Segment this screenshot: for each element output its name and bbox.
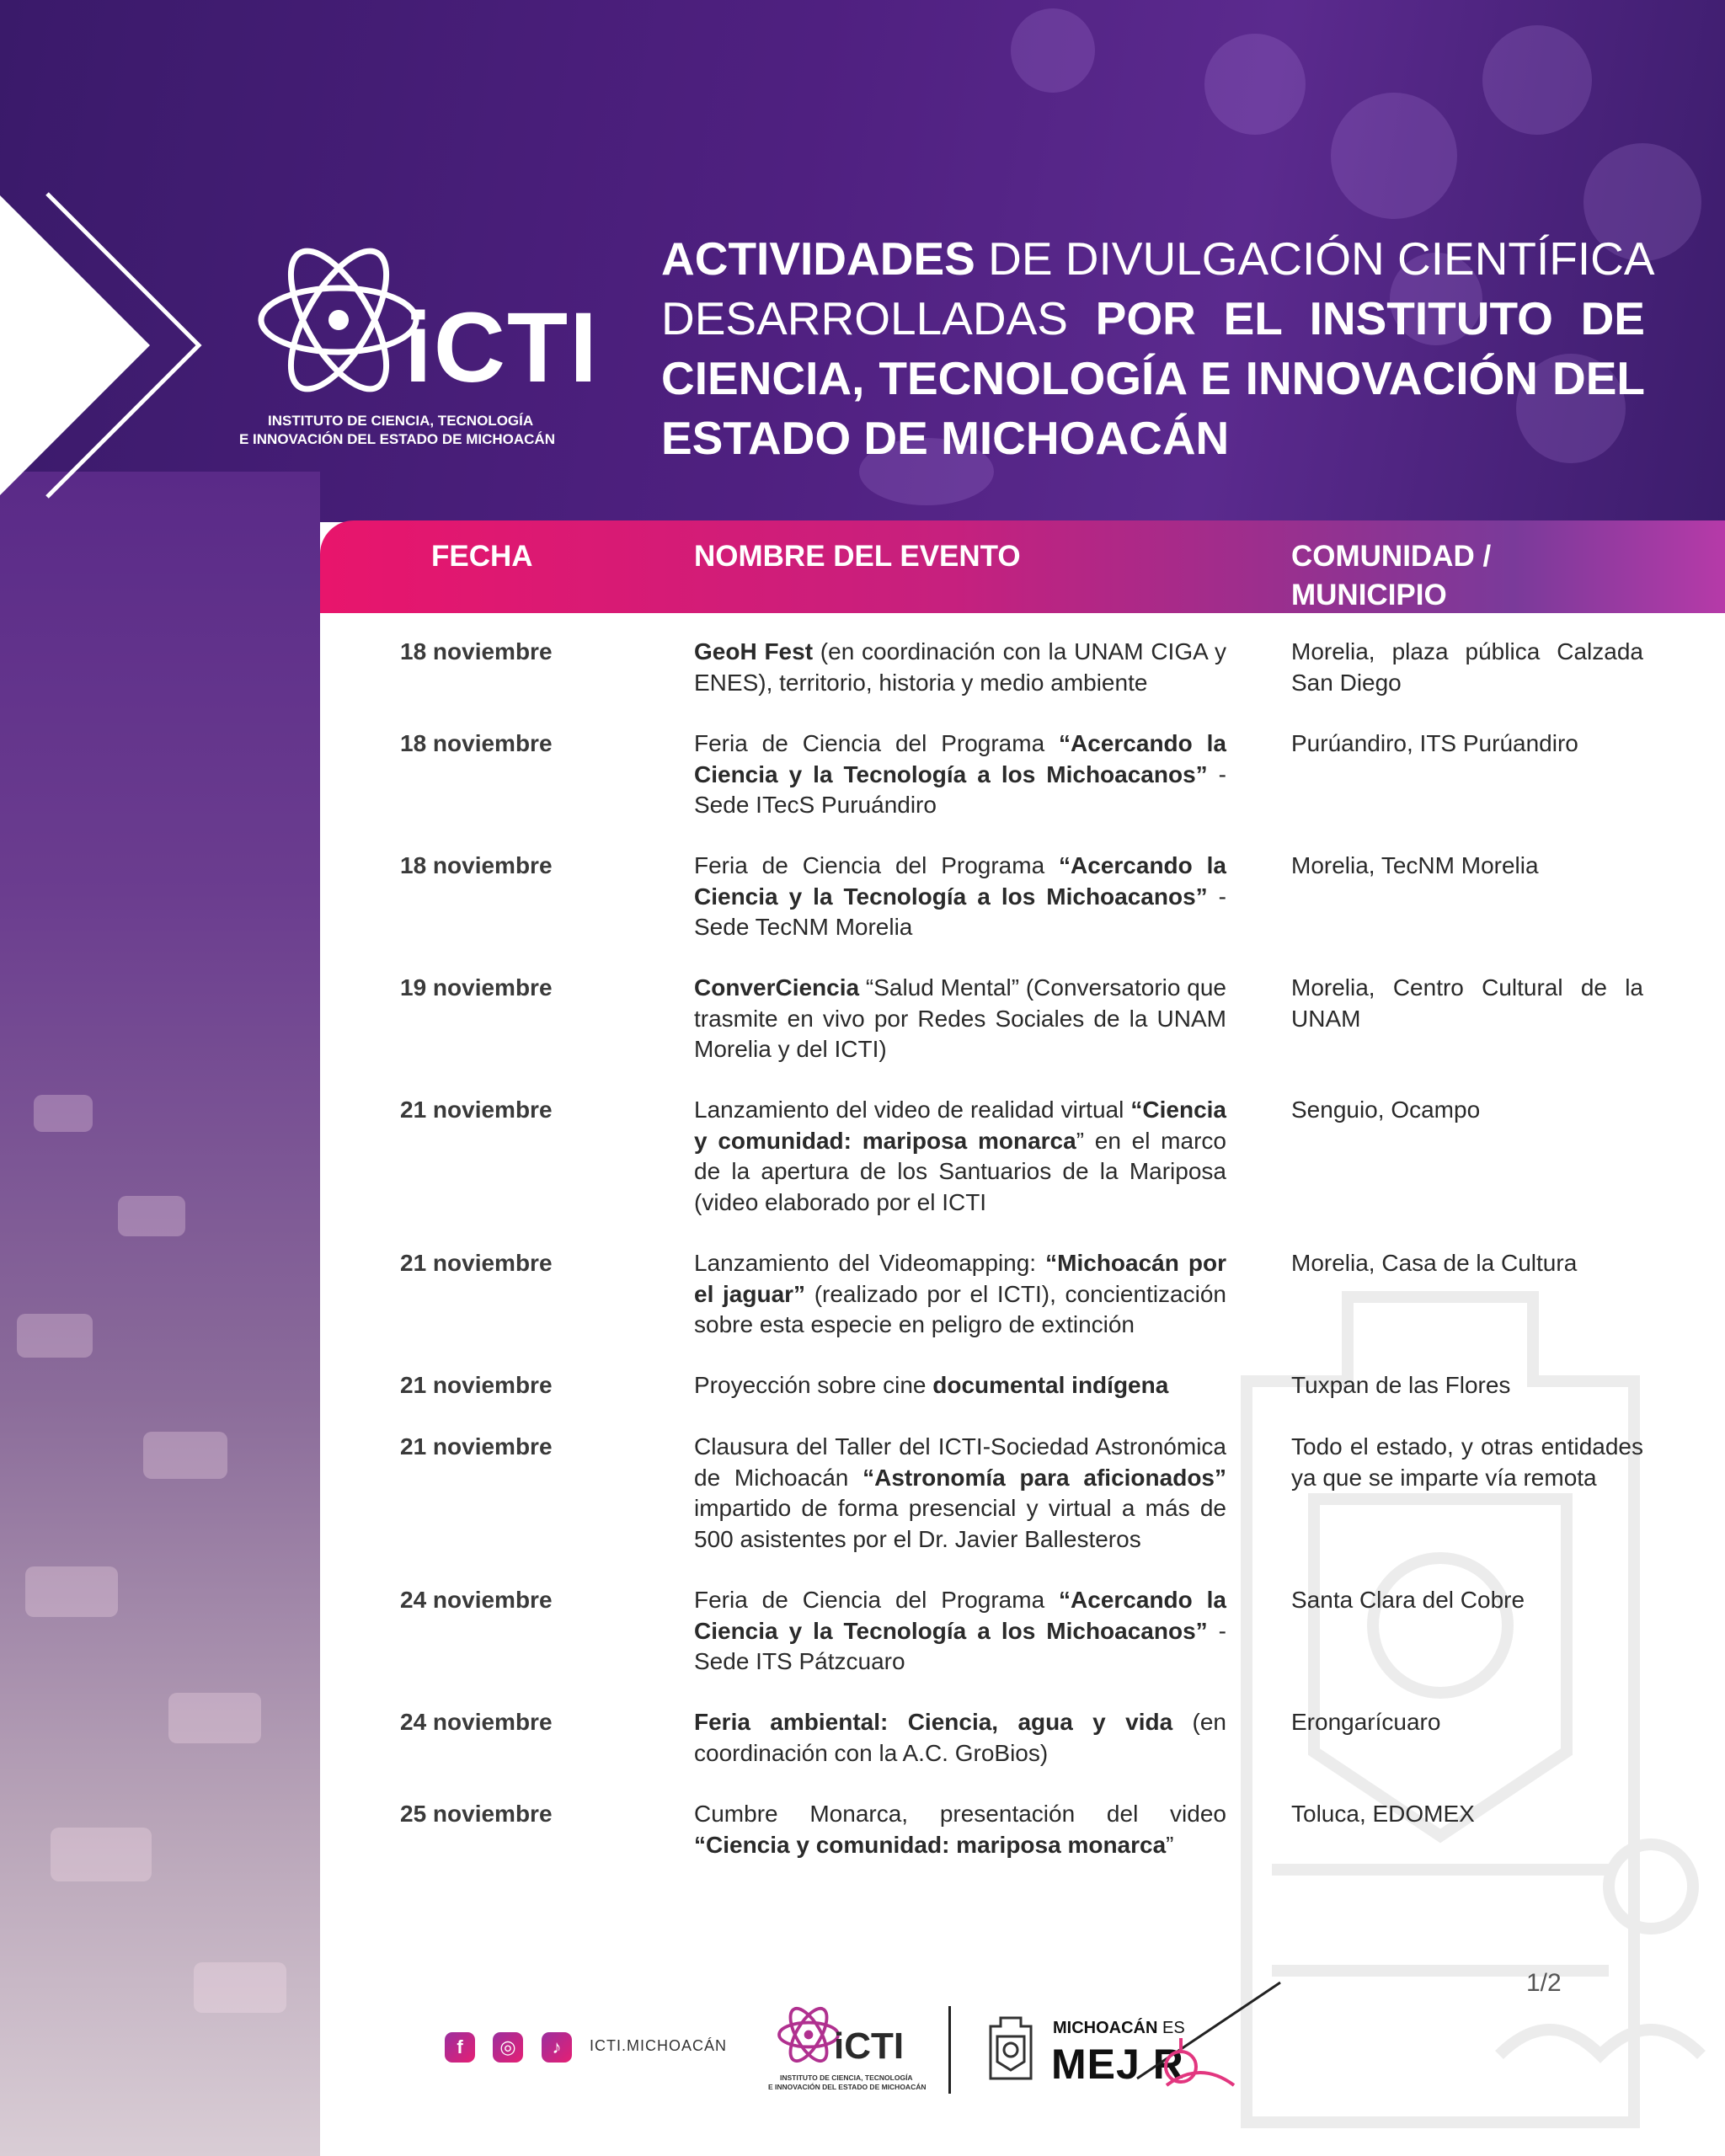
footer-logo-subtitle: INSTITUTO DE CIENCIA, TECNOLOGÍA (780, 2073, 913, 2082)
title-line: DESARROLLADAS POR EL INSTITUTO DE (661, 292, 1645, 344)
event-date: 24 noviembre (400, 1587, 553, 1613)
brand-decoration (1120, 1979, 1289, 2097)
background-bubble (1331, 93, 1457, 219)
background-cylinder (118, 1196, 185, 1236)
title-line: ESTADO DE MICHOACÁN (661, 412, 1230, 464)
background-cylinder (143, 1432, 227, 1479)
event-location: Morelia, plaza pública Calzada San Diego (1291, 638, 1643, 696)
title-line: ACTIVIDADES DE DIVULGACIÓN CIENTÍFICA (661, 232, 1655, 285)
instagram-icon[interactable]: ◎ (493, 2032, 523, 2063)
event-date: 21 noviembre (400, 1372, 553, 1398)
page-number: 1/2 (1526, 1969, 1562, 1997)
logo-subtitle: E INNOVACIÓN DEL ESTADO DE MICHOACÁN (239, 431, 555, 447)
background-bubble (1482, 25, 1592, 135)
footer-logo-wordmark: iCTI (834, 2025, 905, 2067)
event-location: Tuxpan de las Flores (1291, 1372, 1511, 1398)
atom-icon (254, 236, 423, 404)
event-location: Morelia, Centro Cultural de la UNAM (1291, 974, 1643, 1032)
brand-mejor: MEJ R (1051, 2041, 1184, 2088)
event-date: 21 noviembre (400, 1250, 553, 1276)
event-name: Feria ambiental: Ciencia, agua y vida (en coordinación con la A.C. GroBios) (694, 1709, 1226, 1766)
background-bubble (1204, 34, 1306, 135)
background-cylinder (168, 1693, 261, 1743)
decorative-arrow (0, 185, 211, 505)
event-name: Feria de Ciencia del Programa “Acercando la Ciencia y la Tecnología a los Michoacanos” - Sede ITecS Puruándiro (694, 730, 1226, 818)
page-title (661, 229, 1655, 468)
event-name: Proyección sobre cine documental indígena (694, 1372, 1169, 1398)
event-name: Feria de Ciencia del Programa “Acercando la Ciencia y la Tecnología a los Michoacanos” - Sede TecNM Morelia (694, 852, 1226, 940)
event-location: Purúandiro, ITS Purúandiro (1291, 730, 1578, 756)
event-date: 19 noviembre (400, 974, 553, 1001)
tiktok-icon[interactable]: ♪ (542, 2032, 572, 2063)
michoacan-shield-icon (985, 2015, 1036, 2082)
event-location: Santa Clara del Cobre (1291, 1587, 1525, 1613)
brand-michoacan: MICHOACÁN ES (1053, 2019, 1185, 2037)
event-location: Erongarícuaro (1291, 1709, 1441, 1735)
background-bubble (1011, 8, 1095, 93)
event-location: Morelia, TecNM Morelia (1291, 852, 1539, 878)
event-name: Cumbre Monarca, presentación del video “Ciencia y comunidad: mariposa monarca” (694, 1801, 1226, 1858)
background-cylinder (194, 1962, 286, 2013)
icti-logo (236, 236, 599, 455)
atom-icon (777, 2003, 841, 2067)
logo-subtitle: INSTITUTO DE CIENCIA, TECNOLOGÍA (268, 413, 534, 429)
event-date: 18 noviembre (400, 852, 553, 878)
event-date: 24 noviembre (400, 1709, 553, 1735)
event-name: ConverCiencia “Salud Mental” (Conversatorio que trasmite en vivo por Redes Sociales de la UNAM Morelia y del ICTI) (694, 974, 1226, 1062)
footer-divider (948, 2006, 951, 2094)
event-location: Senguio, Ocampo (1291, 1097, 1481, 1123)
background-cylinder (25, 1566, 118, 1617)
event-date: 25 noviembre (400, 1801, 553, 1827)
footer-logo-subtitle: E INNOVACIÓN DEL ESTADO DE MICHOACÁN (768, 2083, 927, 2091)
event-location: Toluca, EDOMEX (1291, 1801, 1475, 1827)
event-name: Feria de Ciencia del Programa “Acercando la Ciencia y la Tecnología a los Michoacanos” - Sede ITS Pátzcuaro (694, 1587, 1226, 1674)
table-header (320, 520, 1725, 613)
event-date: 21 noviembre (400, 1433, 553, 1460)
event-location: Todo el estado, y otras entidades ya que se imparte vía remota (1291, 1433, 1643, 1491)
column-header-location: COMUNIDAD / MUNICIPIO (1291, 540, 1492, 611)
background-cylinder (17, 1314, 93, 1358)
event-date: 21 noviembre (400, 1097, 553, 1123)
event-name: Lanzamiento del video de realidad virtual “Ciencia y comunidad: mariposa monarca” en el marco de la apertura de los Santuarios de la Mariposa (video elaborado por el ICTI (694, 1097, 1226, 1215)
facebook-icon[interactable]: f (445, 2032, 475, 2063)
social-handle[interactable]: ICTI.MICHOACÁN (590, 2037, 728, 2054)
event-name: GeoH Fest (en coordinación con la UNAM CIGA y ENES), territorio, historia y medio ambiente (694, 638, 1227, 696)
footer-icti-logo (766, 1996, 927, 2097)
event-name: Clausura del Taller del ICTI-Sociedad Astronómica de Michoacán “Astronomía para aficionados” impartido de forma presencial y virtual a más de 500 asistentes por el Dr. Javier Ballesteros (694, 1433, 1226, 1552)
column-header-date: FECHA (431, 540, 533, 573)
event-name: Lanzamiento del Videomapping: “Michoacán por el jaguar” (realizado por el ICTI), concientización sobre esta especie en peligro de extinción (694, 1250, 1226, 1337)
background-cylinder (51, 1828, 152, 1881)
event-date: 18 noviembre (400, 638, 553, 664)
title-line: CIENCIA, TECNOLOGÍA E INNOVACIÓN DEL (661, 352, 1645, 404)
logo-wordmark: iCTI (404, 292, 599, 403)
column-header-event: NOMBRE DEL EVENTO (694, 540, 1021, 573)
event-date: 18 noviembre (400, 730, 553, 756)
event-location: Morelia, Casa de la Cultura (1291, 1250, 1578, 1276)
background-cylinder (34, 1095, 93, 1132)
